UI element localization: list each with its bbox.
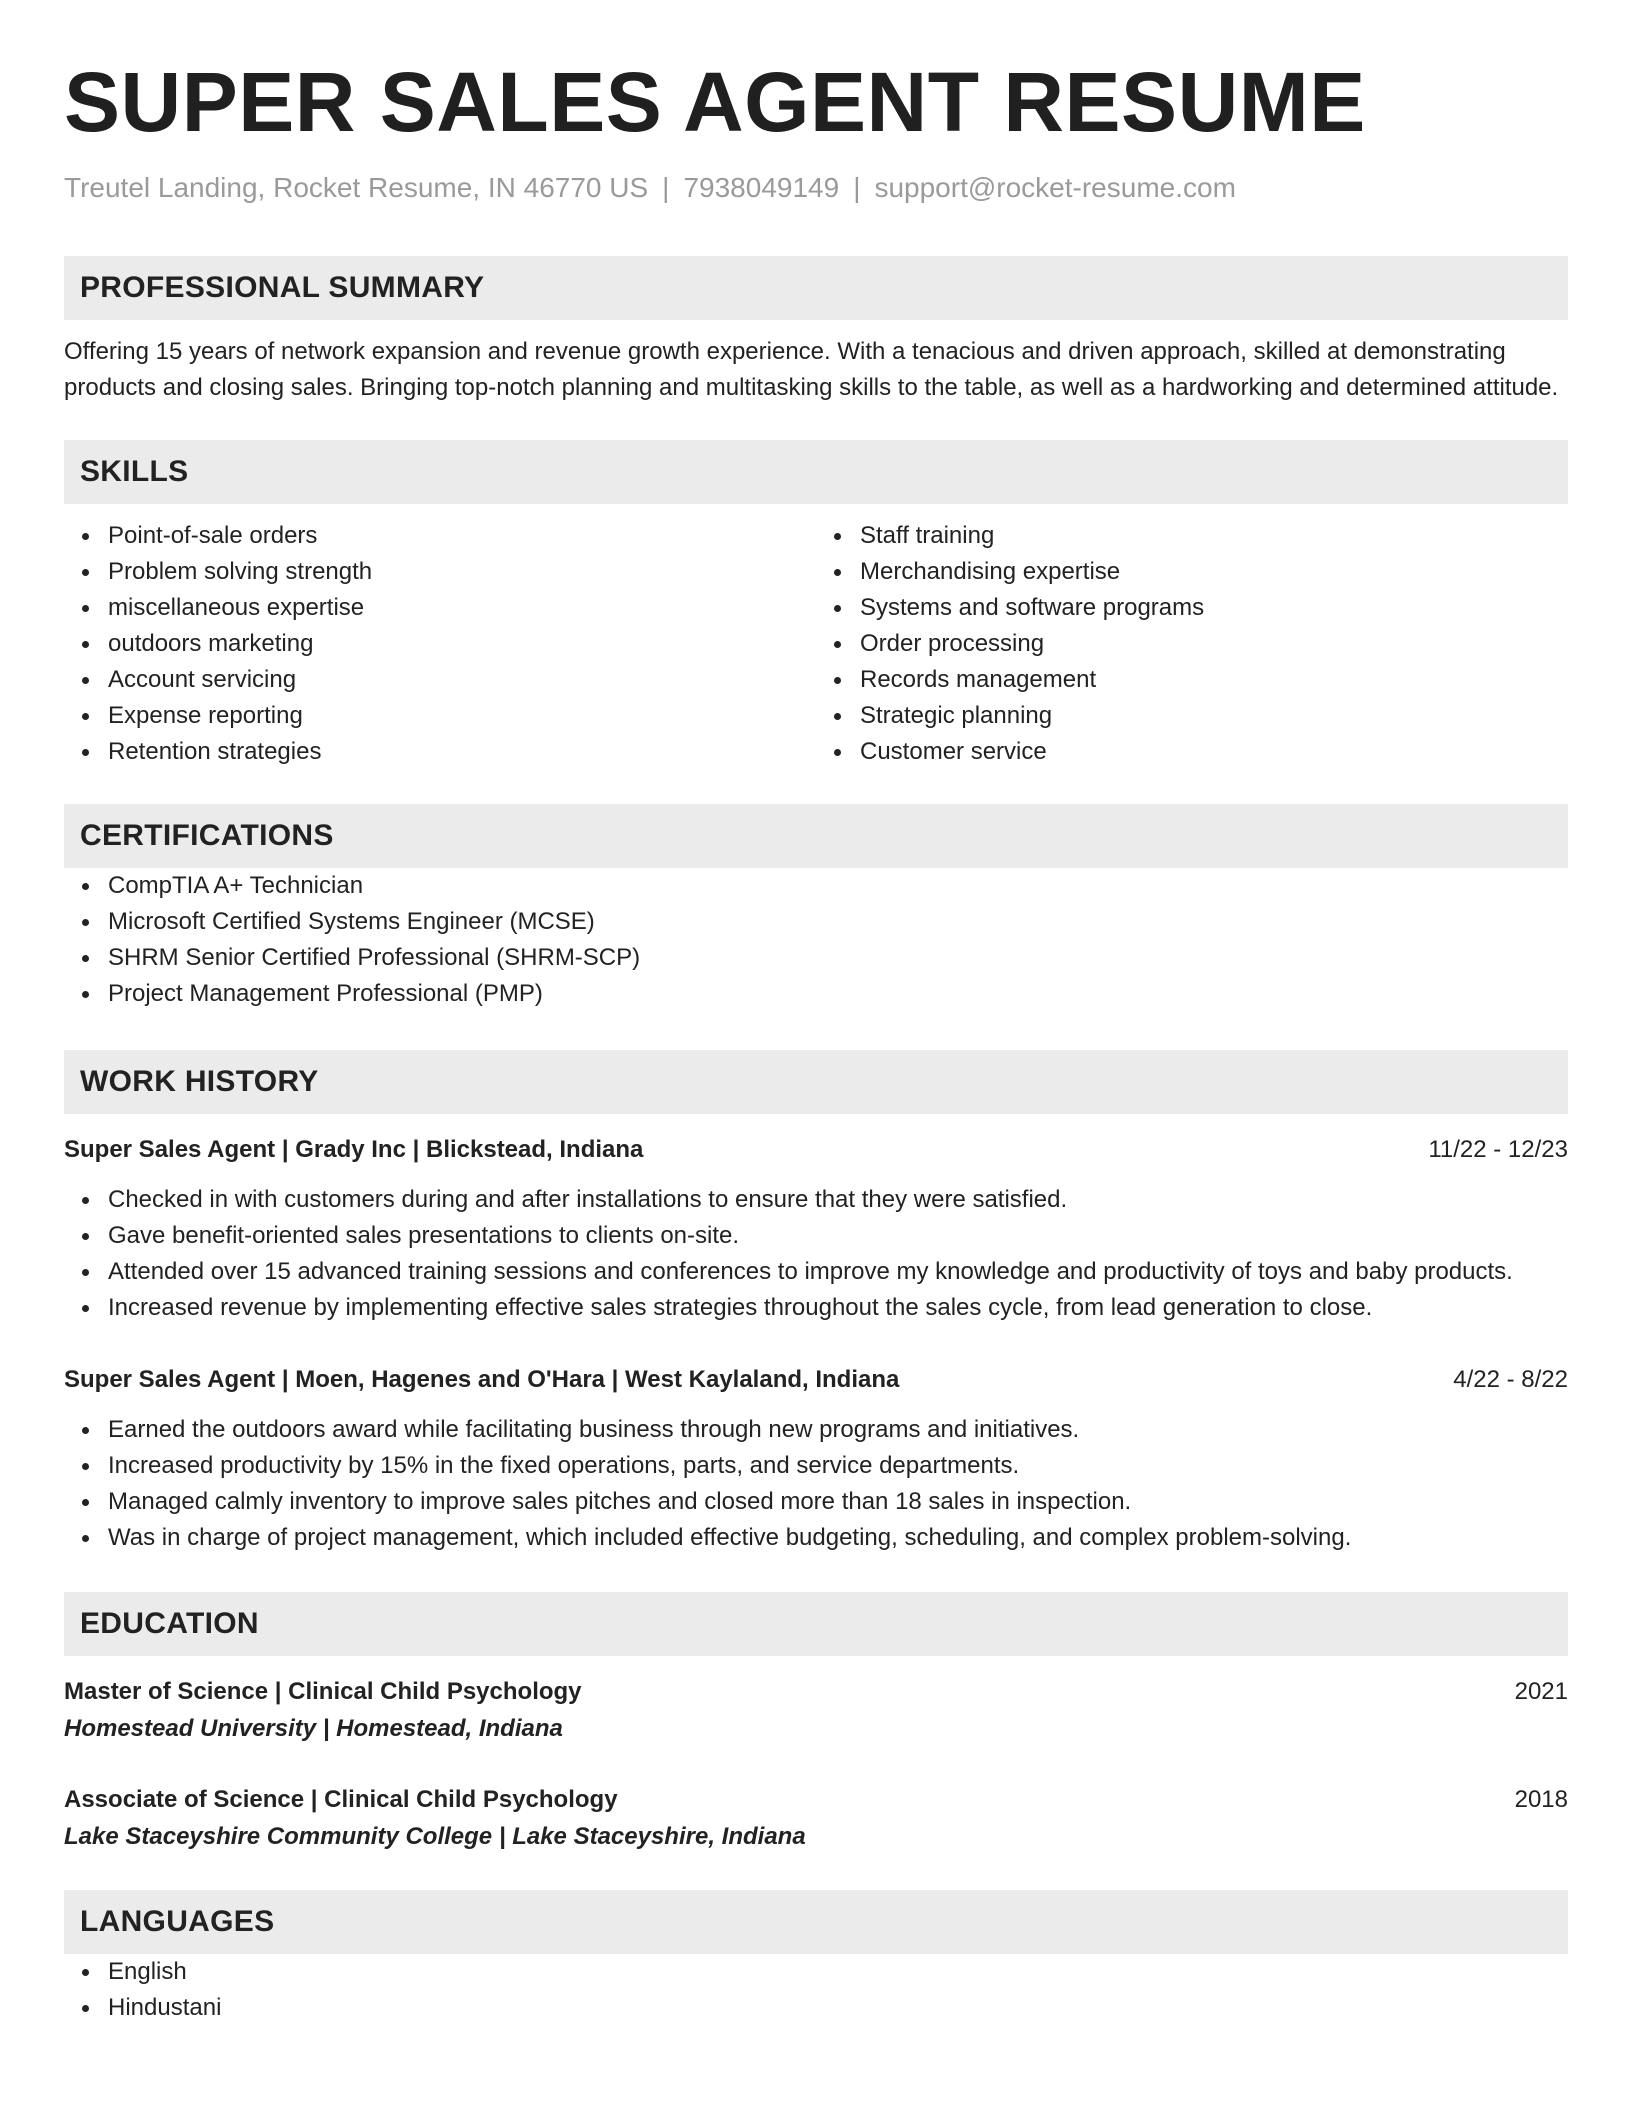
job-bullet: Increased revenue by implementing effective sales strategies throughout the sales cycle, from lead generation to close.	[64, 1290, 1568, 1326]
job-header	[64, 1132, 1568, 1168]
certification-item: Microsoft Certified Systems Engineer (MCSE)	[64, 904, 1568, 940]
skill-item: Expense reporting	[64, 698, 816, 734]
summary-text: Offering 15 years of network expansion and revenue growth experience. With a tenacious and driven approach, skilled at demonstrating products and closing sales. Bringing top-notch planning and multitasking skills to the table, as well as a hardworking and determined attitude.	[64, 338, 1559, 401]
skill-item: Problem solving strength	[64, 554, 816, 590]
job-dates: 11/22 - 12/23	[1428, 1136, 1568, 1163]
section-header-summary: PROFESSIONAL SUMMARY	[64, 256, 1568, 320]
education-header	[64, 1782, 1568, 1818]
certification-item: Project Management Professional (PMP)	[64, 976, 1568, 1012]
education-header	[64, 1674, 1568, 1710]
education-entry	[64, 1674, 1568, 1748]
job-bullet: Attended over 15 advanced training sessions and conferences to improve my knowledge and productivity of toys and baby products.	[64, 1254, 1568, 1290]
job-bullets	[64, 1182, 1568, 1326]
job-header	[64, 1362, 1568, 1398]
job-title: Super Sales Agent | Moen, Hagenes and O'Hara | West Kaylaland, Indiana	[64, 1366, 900, 1393]
job-bullet: Managed calmly inventory to improve sales pitches and closed more than 18 sales in inspection.	[64, 1484, 1568, 1520]
education-year: 2021	[1514, 1678, 1568, 1705]
skill-item: Strategic planning	[816, 698, 1568, 734]
education-school: Homestead University | Homestead, Indiana	[64, 1715, 563, 1742]
section-header-languages: LANGUAGES	[64, 1890, 1568, 1954]
contact-address: Treutel Landing, Rocket Resume, IN 46770 US	[64, 172, 649, 203]
contact-phone: 7938049149	[683, 172, 840, 203]
languages-list	[64, 1954, 1568, 2026]
skill-item: Retention strategies	[64, 734, 816, 770]
education-year: 2018	[1514, 1786, 1568, 1813]
skill-item: Customer service	[816, 734, 1568, 770]
education-entry	[64, 1782, 1568, 1856]
job-bullet: Increased productivity by 15% in the fixed operations, parts, and service departments.	[64, 1448, 1568, 1484]
job-bullet: Earned the outdoors award while facilitating business through new programs and initiatives.	[64, 1412, 1568, 1448]
job-bullets	[64, 1412, 1568, 1556]
job-bullet: Was in charge of project management, which included effective budgeting, scheduling, and complex problem-solving.	[64, 1520, 1568, 1556]
skills-list-left	[64, 518, 816, 770]
skill-item: Staff training	[816, 518, 1568, 554]
certifications-list	[64, 868, 1568, 1012]
job-entry	[64, 1362, 1568, 1556]
education-school: Lake Staceyshire Community College | Lake Staceyshire, Indiana	[64, 1823, 806, 1850]
job-dates: 4/22 - 8/22	[1453, 1366, 1568, 1393]
job-entry	[64, 1132, 1568, 1326]
job-bullet: Gave benefit-oriented sales presentations to clients on-site.	[64, 1218, 1568, 1254]
contact-email: support@rocket-resume.com	[874, 172, 1236, 203]
skill-item: outdoors marketing	[64, 626, 816, 662]
skill-item: Order processing	[816, 626, 1568, 662]
skills-grid	[64, 518, 1568, 770]
section-header-work-history: WORK HISTORY	[64, 1050, 1568, 1114]
contact-separator: |	[853, 172, 861, 203]
certification-item: SHRM Senior Certified Professional (SHRM-SCP)	[64, 940, 1568, 976]
job-bullet: Checked in with customers during and after installations to ensure that they were satisfied.	[64, 1182, 1568, 1218]
resume-title: SUPER SALES AGENT RESUME	[64, 55, 1366, 149]
certification-item: CompTIA A+ Technician	[64, 868, 1568, 904]
section-header-skills: SKILLS	[64, 440, 1568, 504]
skill-item: Records management	[816, 662, 1568, 698]
section-header-education: EDUCATION	[64, 1592, 1568, 1656]
contact-separator: |	[662, 172, 670, 203]
skill-item: Merchandising expertise	[816, 554, 1568, 590]
education-degree: Master of Science | Clinical Child Psychology	[64, 1678, 582, 1705]
contact-line	[64, 170, 1568, 206]
skill-item: Systems and software programs	[816, 590, 1568, 626]
job-title: Super Sales Agent | Grady Inc | Blickstead, Indiana	[64, 1136, 644, 1163]
section-header-certifications: CERTIFICATIONS	[64, 804, 1568, 868]
skill-item: miscellaneous expertise	[64, 590, 816, 626]
language-item: Hindustani	[64, 1990, 1568, 2026]
education-degree: Associate of Science | Clinical Child Psychology	[64, 1786, 618, 1813]
language-item: English	[64, 1954, 1568, 1990]
skill-item: Point-of-sale orders	[64, 518, 816, 554]
skill-item: Account servicing	[64, 662, 816, 698]
skills-list-right	[816, 518, 1568, 770]
